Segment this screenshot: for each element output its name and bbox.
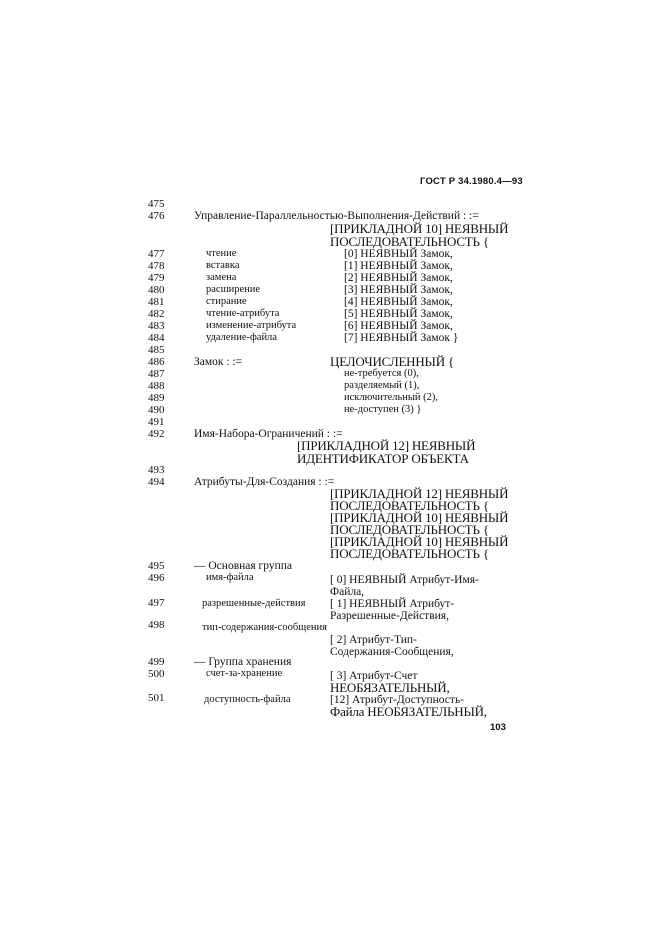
- comment: — Основная группа: [194, 560, 293, 572]
- line-number: 500: [148, 668, 165, 680]
- field-type: [0] НЕЯВНЫЙ Замок,: [344, 248, 453, 260]
- field-name: замена: [206, 272, 237, 283]
- enum-value: исключительный (2),: [344, 392, 439, 403]
- field-type: [4] НЕЯВНЫЙ Замок,: [344, 296, 453, 308]
- field-name: стирание: [206, 296, 247, 307]
- field-type: [5] НЕЯВНЫЙ Замок,: [344, 308, 453, 320]
- line-number: 482: [148, 308, 165, 320]
- type-definition: ПОСЛЕДОВАТЕЛЬНОСТЬ {: [330, 522, 489, 537]
- line-number: 495: [148, 560, 165, 572]
- field-type: [ 3] Атрибут-Счет: [330, 670, 418, 682]
- line-number: 489: [148, 392, 165, 404]
- field-name: чтение-атрибута: [206, 308, 280, 319]
- type-name: Замок : :=: [194, 356, 243, 368]
- line-number: 481: [148, 296, 165, 308]
- field-type: [3] НЕЯВНЫЙ Замок,: [344, 284, 453, 296]
- field-name: разрешенные-действия: [202, 598, 306, 609]
- field-name: тип-содержания-сообщения: [202, 622, 327, 633]
- line-number: 483: [148, 320, 165, 332]
- line-number: 477: [148, 248, 165, 260]
- line-number: 501: [148, 692, 165, 704]
- field-type: Разрешенные-Действия,: [330, 610, 449, 622]
- field-name: чтение: [206, 248, 237, 259]
- field-type: [2] НЕЯВНЫЙ Замок,: [344, 272, 453, 284]
- type-definition: [ПРИКЛАДНОЙ 10] НЕЯВНЫЙ: [330, 534, 509, 549]
- type-definition: [ПРИКЛАДНОЙ 12] НЕЯВНЫЙ: [297, 438, 476, 453]
- type-definition: ИДЕНТИФИКАТОР ОБЪЕКТА: [297, 451, 469, 466]
- field-type: Файла НЕОБЯЗАТЕЛЬНЫЙ,: [330, 704, 487, 719]
- field-type: [6] НЕЯВНЫЙ Замок,: [344, 320, 453, 332]
- page-number: 103: [490, 722, 506, 733]
- line-number: 494: [148, 476, 165, 488]
- line-number: 486: [148, 356, 165, 368]
- line-number: 497: [148, 597, 165, 609]
- type-name: Управление-Параллельностью-Выполнения-Действий : :=: [194, 210, 479, 222]
- field-name: счет-за-хранение: [206, 668, 283, 679]
- line-number: 493: [148, 464, 165, 476]
- type-definition: [ПРИКЛАДНОЙ 10] НЕЯВНЫЙ: [330, 510, 509, 525]
- line-number: 485: [148, 344, 165, 356]
- enum-value: не-требуется (0),: [344, 368, 419, 379]
- type-definition: ПОСЛЕДОВАТЕЛЬНОСТЬ {: [330, 546, 489, 561]
- line-number: 491: [148, 416, 165, 428]
- field-name: имя-файла: [206, 572, 254, 583]
- line-number: 476: [148, 210, 165, 222]
- enum-value: разделяемый (1),: [344, 380, 420, 391]
- comment: — Группа хранения: [194, 656, 292, 668]
- field-type: Содержания-Сообщения,: [330, 646, 454, 658]
- field-name: удаление-файла: [206, 332, 277, 343]
- field-type: [ 1] НЕЯВНЫЙ Атрибут-: [330, 598, 455, 610]
- line-number: 499: [148, 656, 165, 668]
- type-definition: [ПРИКЛАДНОЙ 10] НЕЯВНЫЙ: [330, 221, 509, 236]
- enum-value: не-доступен (3) }: [344, 404, 422, 415]
- field-type: [7] НЕЯВНЫЙ Замок }: [344, 332, 459, 344]
- line-number: 478: [148, 260, 165, 272]
- field-name: изменение-атрибута: [206, 320, 297, 331]
- line-number: 480: [148, 284, 165, 296]
- field-type: [12] Атрибут-Доступность-: [330, 694, 465, 706]
- field-type: НЕОБЯЗАТЕЛЬНЫЙ,: [330, 680, 450, 695]
- field-type: Файла,: [330, 586, 365, 598]
- field-type: [ 2] Атрибут-Тип-: [330, 634, 417, 646]
- type-definition: ЦЕЛОЧИСЛЕННЫЙ {: [330, 354, 454, 369]
- type-definition: ПОСЛЕДОВАТЕЛЬНОСТЬ {: [330, 498, 489, 513]
- line-number: 488: [148, 380, 165, 392]
- line-number: 484: [148, 332, 165, 344]
- line-number: 487: [148, 368, 165, 380]
- line-number: 490: [148, 404, 165, 416]
- field-type: [ 0] НЕЯВНЫЙ Атрибут-Имя-: [330, 574, 479, 586]
- line-number: 492: [148, 428, 165, 440]
- field-name: доступность-файла: [204, 694, 291, 705]
- line-number: 496: [148, 572, 165, 584]
- field-name: расширение: [206, 284, 261, 295]
- page-header: ГОСТ Р 34.1980.4—93: [420, 176, 523, 187]
- type-definition: ПОСЛЕДОВАТЕЛЬНОСТЬ {: [330, 234, 489, 249]
- field-type: [1] НЕЯВНЫЙ Замок,: [344, 260, 453, 272]
- line-number: 498: [148, 619, 165, 631]
- line-number: 479: [148, 272, 165, 284]
- type-name: Атрибуты-Для-Создания : :=: [194, 476, 335, 488]
- field-name: вставка: [206, 260, 240, 271]
- type-name: Имя-Набора-Ограничений : :=: [194, 428, 343, 440]
- line-number: 475: [148, 198, 165, 210]
- type-definition: [ПРИКЛАДНОЙ 12] НЕЯВНЫЙ: [330, 486, 509, 501]
